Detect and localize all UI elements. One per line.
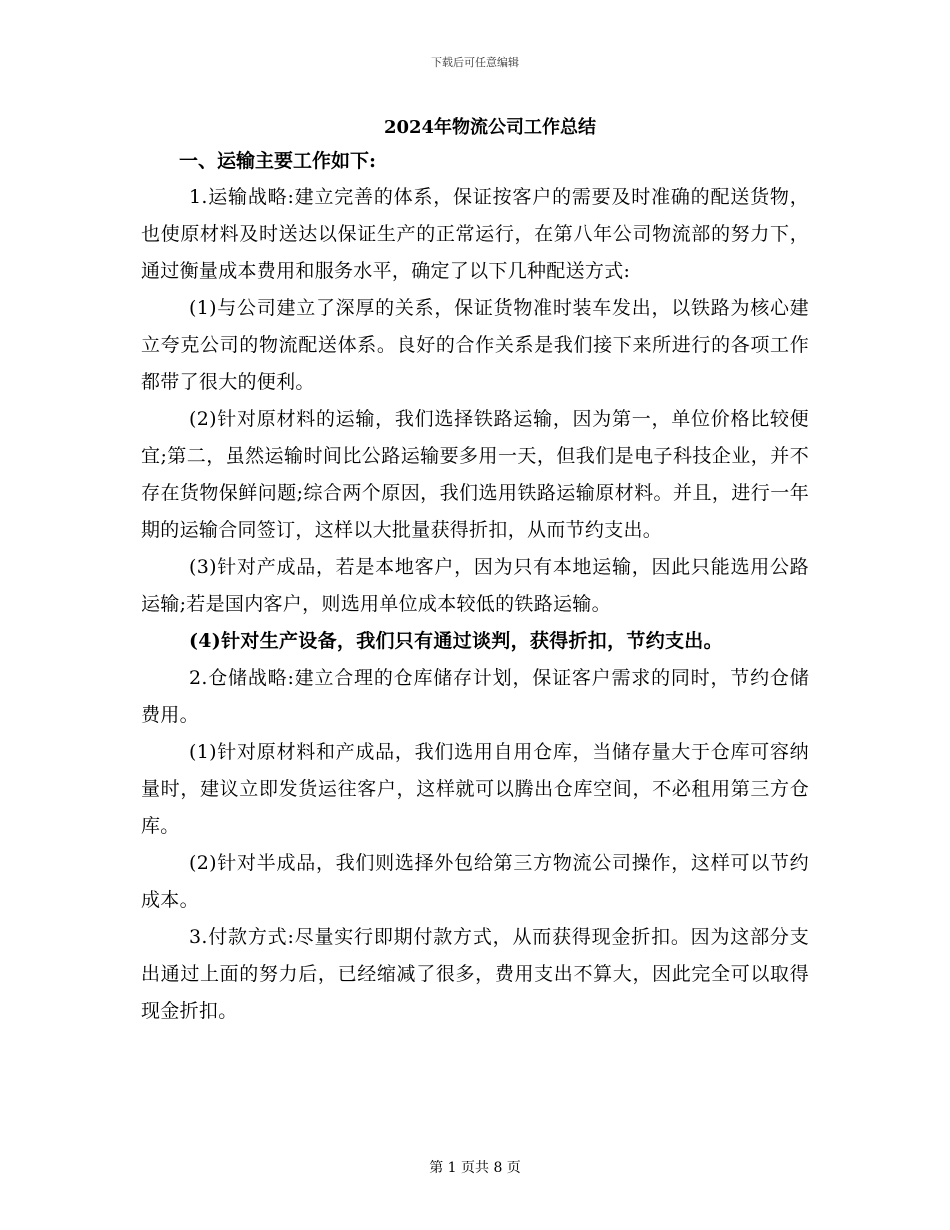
paragraph-item-4: (4)针对生产设备，我们只有通过谈判，获得折扣，节约支出。 bbox=[189, 630, 723, 652]
paragraph-item-2: (2)针对原材料的运输，我们选择铁路运输，因为第一，单位价格比较便宜;第二，虽然运输时间比公路运输要多用一天，但我们是电子科技企业，并不存在货物保鲜问题;综合两个原因，我们选用铁路运输原材料。并且，进行一年期的运输合同签订，这样以大批量获得折扣，从而节约支出。 bbox=[141, 408, 809, 541]
paragraph-payment-method: 3.付款方式:尽量实行即期付款方式，从而获得现金折扣。因为这部分支出通过上面的努力后，已经缩减了很多，费用支出不算大，因此完全可以取得现金折扣。 bbox=[141, 926, 809, 1022]
paragraph-item-1: (1)与公司建立了深厚的关系，保证货物准时装车发出，以铁路为核心建立夸克公司的物流配送体系。良好的合作关系是我们接下来所进行的各项工作都带了很大的便利。 bbox=[141, 297, 809, 393]
document-body bbox=[141, 113, 809, 1030]
paragraph-transport-strategy: 1.运输战略:建立完善的体系，保证按客户的需要及时准确的配送货物，也使原材料及时送达以保证生产的正常运行，在第八年公司物流部的努力下，通过衡量成本费用和服务水平，确定了以下几种配送方式: bbox=[141, 186, 809, 282]
paragraph-item-3: (3)针对产成品，若是本地客户，因为只有本地运输，因此只能选用公路运输;若是国内客户，则选用单位成本较低的铁路运输。 bbox=[141, 556, 809, 615]
page-footer: 第 1 页共 8 页 bbox=[429, 1160, 521, 1176]
section-heading-transport: 一、运输主要工作如下: bbox=[179, 150, 377, 172]
paragraph-storage-item-1: (1)针对原材料和产成品，我们选用自用仓库，当储存量大于仓库可容纳量时，建议立即发货运往客户，这样就可以腾出仓库空间，不必租用第三方仓库。 bbox=[141, 741, 809, 837]
document-title: 2024年物流公司工作总结 bbox=[383, 117, 597, 138]
paragraph-storage-strategy: 2.仓储战略:建立合理的仓库储存计划，保证客户需求的同时，节约仓储费用。 bbox=[141, 667, 809, 726]
page-header: 下载后可任意编辑 bbox=[431, 56, 519, 69]
paragraph-storage-item-2: (2)针对半成品，我们则选择外包给第三方物流公司操作，这样可以节约成本。 bbox=[141, 852, 809, 911]
